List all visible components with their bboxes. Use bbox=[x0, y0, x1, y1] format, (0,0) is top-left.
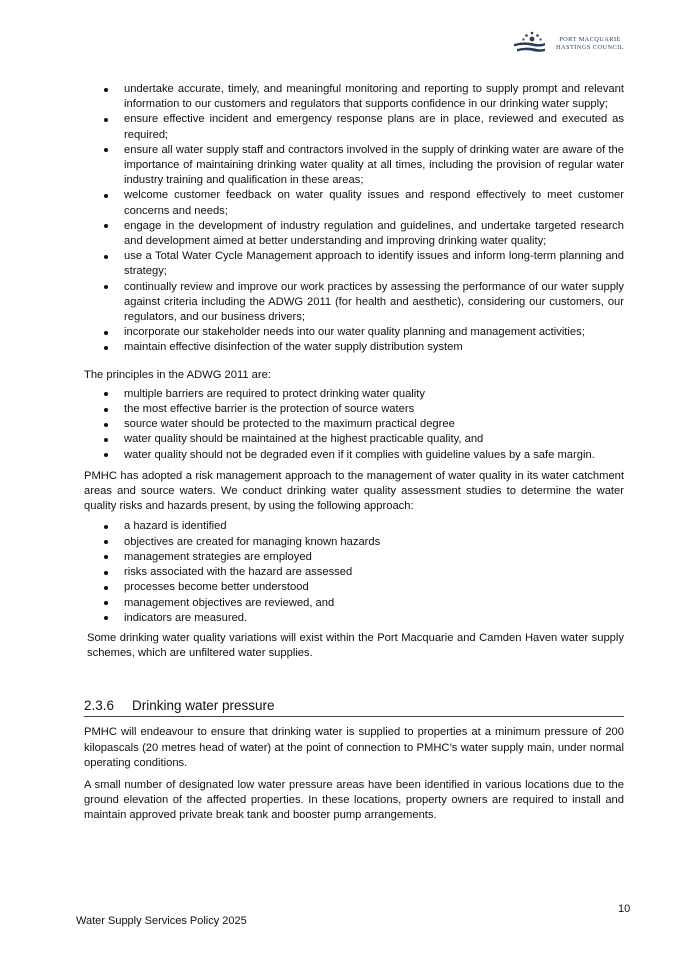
list-item: source water should be protected to the maximum practical degree bbox=[84, 417, 624, 432]
section-title: Drinking water pressure bbox=[132, 698, 275, 714]
list-item: risks associated with the hazard are assessed bbox=[84, 565, 624, 580]
variations-paragraph: Some drinking water quality variations will exist within the Port Macquarie and Camden Haven water supply schemes, which are unfiltered water supplies. bbox=[87, 631, 624, 660]
list-item: welcome customer feedback on water quality issues and respond effectively to meet customer concerns and needs; bbox=[84, 188, 624, 218]
list-item: undertake accurate, timely, and meaningful monitoring and reporting to supply prompt and relevant information to our customers and regulators that supports confidence in our drinking water supply; bbox=[84, 82, 624, 112]
list-item: multiple barriers are required to protect drinking water quality bbox=[84, 387, 624, 402]
list-item: the most effective barrier is the protection of source waters bbox=[84, 402, 624, 417]
list-item: ensure all water supply staff and contractors involved in the supply of drinking water are aware of the importance of maintaining drinking water quality at all times, including the provision of regular water industry training and qualification in these areas; bbox=[84, 143, 624, 189]
list-item: maintain effective disinfection of the water supply distribution system bbox=[84, 340, 624, 355]
list-item: water quality should not be degraded even if it complies with guideline values by a safe margin. bbox=[84, 448, 624, 463]
logo-text bbox=[545, 36, 635, 52]
low-pressure-paragraph: A small number of designated low water pressure areas have been identified in various locations due to the ground elevation of the affected properties. In these locations, property owners are required to install and maintain approved private break tank and booster pump arrangements. bbox=[84, 778, 624, 822]
list-item: water quality should be maintained at the highest practicable quality, and bbox=[84, 432, 624, 447]
page-content bbox=[84, 82, 624, 824]
document-title: Water Supply Services Policy 2025 bbox=[76, 915, 247, 927]
commitments-list bbox=[84, 82, 624, 356]
list-item: continually review and improve our work practices by assessing the performance of our water supply against criteria including the ADWG 2011 (for health and aesthetic), considering our customers, our regulators, and our business drivers; bbox=[84, 280, 624, 326]
list-item: use a Total Water Cycle Management approach to identify issues and inform long-term planning and strategy; bbox=[84, 249, 624, 279]
logo-line-1: PORT MACQUARIE bbox=[559, 36, 621, 43]
page-number: 10 bbox=[618, 903, 631, 915]
list-item: engage in the development of industry regulation and guidelines, and undertake targeted research and development aimed at better understanding and improving drinking water quality; bbox=[84, 219, 624, 249]
list-item: ensure effective incident and emergency response plans are in place, reviewed and executed as required; bbox=[84, 112, 624, 142]
risk-paragraph: PMHC has adopted a risk management approach to the management of water quality in its water catchment areas and source waters. We conduct drinking water quality assessment studies to determine the water quality risks and hazards present, by using the following approach: bbox=[84, 469, 624, 513]
principles-list bbox=[84, 387, 624, 463]
list-item: indicators are measured. bbox=[84, 611, 624, 626]
list-item: management objectives are reviewed, and bbox=[84, 596, 624, 611]
principles-intro: The principles in the ADWG 2011 are: bbox=[84, 368, 271, 381]
list-item: a hazard is identified bbox=[84, 519, 624, 534]
council-logo bbox=[512, 28, 632, 58]
section-number: 2.3.6 bbox=[84, 698, 115, 714]
pressure-paragraph: PMHC will endeavour to ensure that drinking water is supplied to properties at a minimum pressure of 200 kilopascals (20 metres head of water) at the point of connection to PMHC’s water supply main, under normal operating conditions. bbox=[84, 726, 624, 769]
approach-list bbox=[84, 519, 624, 625]
list-item: management strategies are employed bbox=[84, 550, 624, 565]
list-item: processes become better understood bbox=[84, 580, 624, 595]
section-heading bbox=[84, 697, 624, 717]
sunrise-water-logo-icon bbox=[512, 28, 546, 58]
list-item: objectives are created for managing known hazards bbox=[84, 535, 624, 550]
logo-line-2: HASTINGS COUNCIL bbox=[556, 43, 624, 51]
list-item: incorporate our stakeholder needs into our water quality planning and management activities; bbox=[84, 325, 624, 340]
